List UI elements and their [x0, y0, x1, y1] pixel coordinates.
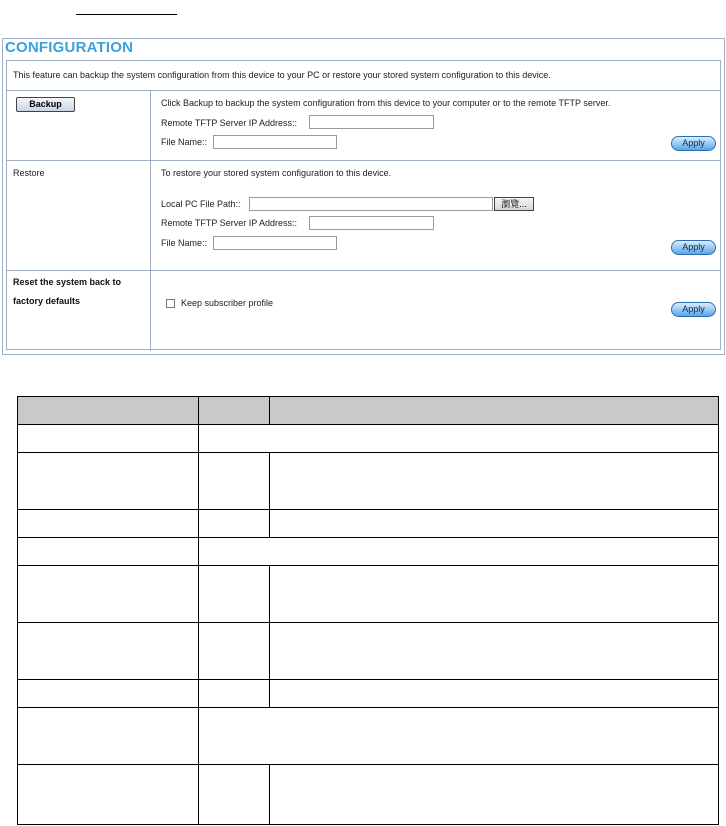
- table-row: [18, 453, 718, 510]
- header-divider-1: [198, 397, 199, 424]
- cell-divider: [198, 680, 199, 707]
- local-path-input[interactable]: [249, 197, 493, 211]
- parameter-table: [17, 396, 719, 825]
- backup-button[interactable]: Backup: [16, 97, 75, 112]
- table-row: [18, 538, 718, 566]
- cell-divider: [198, 708, 199, 764]
- keep-subscriber-label: Keep subscriber profile: [181, 298, 274, 308]
- reset-apply-button[interactable]: Apply: [671, 302, 716, 317]
- restore-tftp-input[interactable]: [309, 216, 434, 230]
- restore-filename-input[interactable]: [213, 236, 337, 250]
- backup-row: [7, 91, 720, 161]
- cell-divider: [198, 538, 199, 565]
- table-row: [18, 623, 718, 680]
- cell-divider: [269, 680, 270, 707]
- cell-divider: [198, 765, 199, 824]
- cell-divider: [198, 510, 199, 537]
- cell-divider: [269, 765, 270, 824]
- reset-label-line2: factory defaults: [13, 296, 81, 306]
- table-row: [18, 765, 718, 824]
- table-row: [18, 510, 718, 538]
- header-divider-2: [269, 397, 270, 424]
- backup-filename-input[interactable]: [213, 135, 337, 149]
- keep-subscriber-checkbox[interactable]: [166, 299, 175, 308]
- restore-left-cell: [7, 161, 151, 270]
- backup-apply-button[interactable]: Apply: [671, 136, 716, 151]
- local-path-label: Local PC File Path::: [161, 199, 241, 209]
- restore-instruction: To restore your stored system configuration to this device.: [161, 168, 392, 178]
- restore-filename-label: File Name::: [161, 238, 208, 248]
- backup-tftp-input[interactable]: [309, 115, 434, 129]
- description-row: [7, 61, 720, 91]
- restore-label: Restore: [13, 168, 45, 178]
- table-header-row: [18, 397, 718, 425]
- table-row: [18, 425, 718, 453]
- table-row: [18, 680, 718, 708]
- table-row: [18, 708, 718, 765]
- cell-divider: [269, 510, 270, 537]
- backup-tftp-label: Remote TFTP Server IP Address::: [161, 118, 298, 128]
- backup-filename-label: File Name::: [161, 137, 208, 147]
- backup-left-cell: [7, 91, 151, 160]
- table-row: [18, 566, 718, 623]
- browse-button[interactable]: 瀏覽...: [494, 197, 534, 211]
- configuration-form: [6, 60, 721, 350]
- page-title: CONFIGURATION: [5, 39, 134, 56]
- cell-divider: [198, 425, 199, 452]
- restore-row: [7, 161, 720, 271]
- cell-divider: [269, 453, 270, 509]
- restore-apply-button[interactable]: Apply: [671, 240, 716, 255]
- backup-instruction: Click Backup to backup the system configuration from this device to your computer or to the remote TFTP server.: [161, 98, 611, 108]
- description-text: This feature can backup the system configuration from this device to your PC or restore your stored system configuration to this device.: [13, 70, 551, 80]
- reset-label-line1: Reset the system back to: [13, 277, 122, 287]
- top-underline: [76, 14, 177, 15]
- cell-divider: [269, 566, 270, 622]
- restore-tftp-label: Remote TFTP Server IP Address::: [161, 218, 298, 228]
- cell-divider: [198, 623, 199, 679]
- cell-divider: [269, 623, 270, 679]
- configuration-panel: [2, 38, 725, 355]
- cell-divider: [198, 453, 199, 509]
- reset-left-cell: [7, 271, 151, 351]
- cell-divider: [198, 566, 199, 622]
- reset-row: [7, 271, 720, 351]
